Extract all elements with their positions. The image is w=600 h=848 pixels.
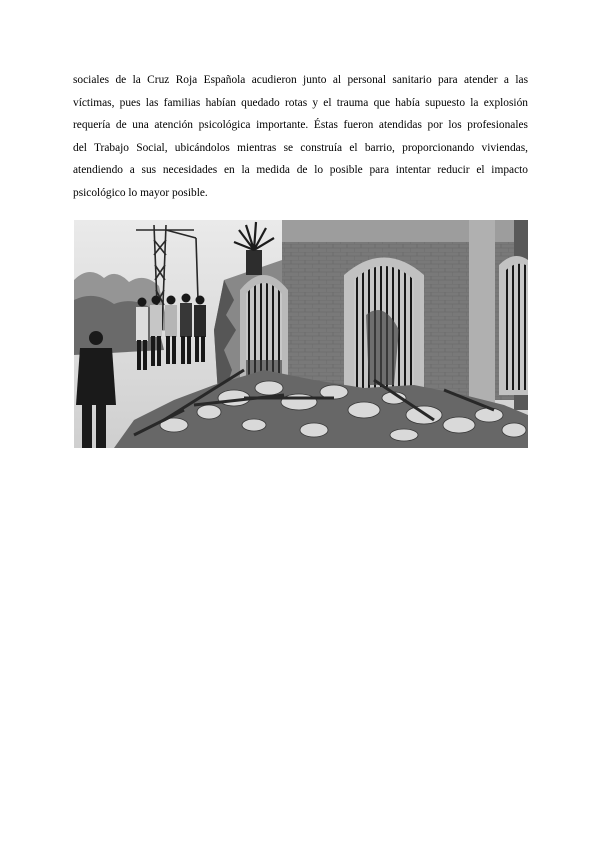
photo-illustration	[74, 220, 528, 448]
paragraph-line: víctimas, pues las familias habían quedado rotas y el trauma que había supuesto la explosión	[73, 96, 528, 109]
paragraph-line: requería de una atención psicológica importante. Éstas fueron atendidas por los profesionales	[73, 119, 528, 132]
paragraph-line: atendiendo a sus necesidades en la medida de lo posible para intentar reducir el impacto	[73, 164, 528, 177]
body-paragraph	[73, 69, 528, 205]
paragraph-line: del Trabajo Social, ubicándolos mientras se construía el barrio, proporcionando viviendas,	[73, 141, 528, 154]
explosion-aftermath-photo	[74, 220, 528, 448]
paragraph-line: sociales de la Cruz Roja Española acudieron junto al personal sanitario para atender a las	[73, 74, 528, 86]
paragraph-line: psicológico lo mayor posible.	[73, 186, 208, 199]
